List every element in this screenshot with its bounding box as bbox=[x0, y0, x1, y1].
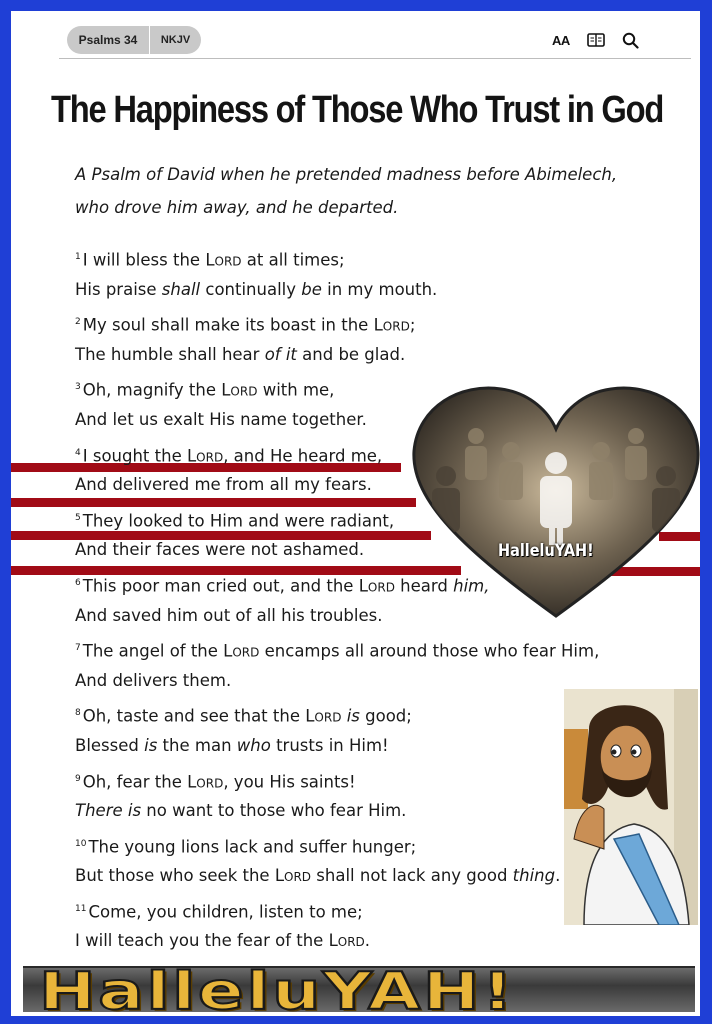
verse-number: 10 bbox=[75, 838, 87, 849]
verse-number: 11 bbox=[75, 903, 87, 914]
verse-6[interactable]: $^6$ This poor man cried out, and the Lord heard him, bbox=[75, 576, 490, 596]
verse-9[interactable]: $^9$ Oh, fear the Lord, you His saints! bbox=[75, 772, 356, 791]
verse-8-line-2[interactable]: Blessed is the man who trusts in Him! bbox=[75, 735, 389, 755]
divine-name: Lord bbox=[221, 380, 258, 400]
heart-caption: HalleluYAH! bbox=[498, 541, 594, 561]
heart-graphic bbox=[406, 381, 700, 621]
divine-name: Lord bbox=[186, 446, 224, 466]
section-heading: The Happiness of Those Who Trust in God bbox=[51, 89, 664, 131]
verse-5-line-2[interactable]: And their faces were not ashamed. bbox=[75, 540, 365, 560]
verse-number: 7 bbox=[75, 643, 81, 654]
verse-1-line-2[interactable]: His praise shall continually be in my mouth. bbox=[75, 279, 438, 299]
heart-image bbox=[406, 381, 700, 621]
divine-name: Lord bbox=[358, 576, 395, 596]
divine-name: Lord bbox=[205, 250, 242, 270]
divine-name: Lord bbox=[373, 315, 410, 335]
cartoon-figure-image bbox=[564, 689, 698, 925]
verse-4[interactable]: $^4$ I sought the Lord, and He heard me, bbox=[75, 446, 383, 466]
psalm-superscription bbox=[75, 158, 655, 224]
parallel-view-icon[interactable] bbox=[587, 31, 605, 49]
verse-7[interactable]: $^7$ The angel of the Lord encamps all around those who fear Him, bbox=[75, 641, 600, 661]
verse-number: 8 bbox=[75, 708, 81, 719]
verse-10-line-2[interactable]: But those who seek the Lord shall not lack any good thing. bbox=[75, 866, 561, 886]
halleluyah-banner bbox=[23, 966, 695, 1012]
font-size-button[interactable] bbox=[552, 31, 570, 49]
verse-number: 9 bbox=[75, 773, 81, 784]
verse-number: 5 bbox=[75, 512, 81, 523]
verse-2[interactable]: $^2$ My soul shall make its boast in the Lord; bbox=[75, 315, 416, 335]
superscription-line-2: who drove him away, and he departed. bbox=[75, 198, 399, 217]
verse-3[interactable]: $^3$ Oh, magnify the Lord with me, bbox=[75, 380, 335, 400]
verse-4-line-2[interactable]: And delivered me from all my fears. bbox=[75, 475, 372, 495]
banner-text: HalleluYAH! bbox=[39, 966, 516, 1012]
verse-6-line-2[interactable]: And saved him out of all his troubles. bbox=[75, 605, 383, 625]
divine-name: Lord bbox=[223, 641, 260, 661]
superscription-line-1: A Psalm of David when he pretended madness before Abimelech, bbox=[75, 165, 618, 184]
divine-name: Lord bbox=[274, 866, 312, 886]
verse-2-line-2[interactable]: The humble shall hear of it and be glad. bbox=[75, 344, 406, 364]
book-chapter-button[interactable]: Psalms 34 bbox=[67, 26, 150, 54]
font-size-label: AA bbox=[552, 32, 570, 48]
cartoon-graphic bbox=[564, 689, 698, 925]
verse-10[interactable]: $^{10}$ The young lions lack and suffer hunger; bbox=[75, 837, 417, 857]
verse-11-line-2[interactable]: I will teach you the fear of the Lord. bbox=[75, 931, 371, 951]
version-button[interactable]: NKJV bbox=[160, 34, 191, 46]
divine-name: Lord bbox=[187, 772, 224, 791]
verse-8[interactable]: $^8$ Oh, taste and see that the Lord is good; bbox=[75, 706, 412, 726]
passage-selector[interactable] bbox=[67, 26, 201, 54]
verse-9-line-2[interactable]: There is no want to those who fear Him. bbox=[75, 801, 407, 821]
verse-number: 3 bbox=[75, 382, 81, 393]
bible-reader-page bbox=[11, 11, 700, 1016]
verse-number: 4 bbox=[75, 447, 81, 458]
verse-5[interactable]: $^5$ They looked to Him and were radiant, bbox=[75, 511, 395, 531]
verse-7-line-2[interactable]: And delivers them. bbox=[75, 670, 232, 690]
divine-name: Lord bbox=[328, 931, 365, 951]
header-divider bbox=[59, 58, 691, 59]
search-icon[interactable] bbox=[622, 31, 639, 49]
verse-number: 2 bbox=[75, 317, 81, 328]
verse-number: 6 bbox=[75, 577, 81, 588]
verse-3-line-2[interactable]: And let us exalt His name together. bbox=[75, 409, 367, 429]
verse-number: 1 bbox=[75, 252, 81, 262]
top-bar bbox=[11, 11, 700, 59]
divine-name: Lord bbox=[305, 706, 342, 726]
verse-11[interactable]: $^{11}$ Come, you children, listen to me; bbox=[75, 902, 363, 922]
verse-1[interactable]: $^1$ I will bless the Lord at all times; bbox=[75, 250, 345, 270]
